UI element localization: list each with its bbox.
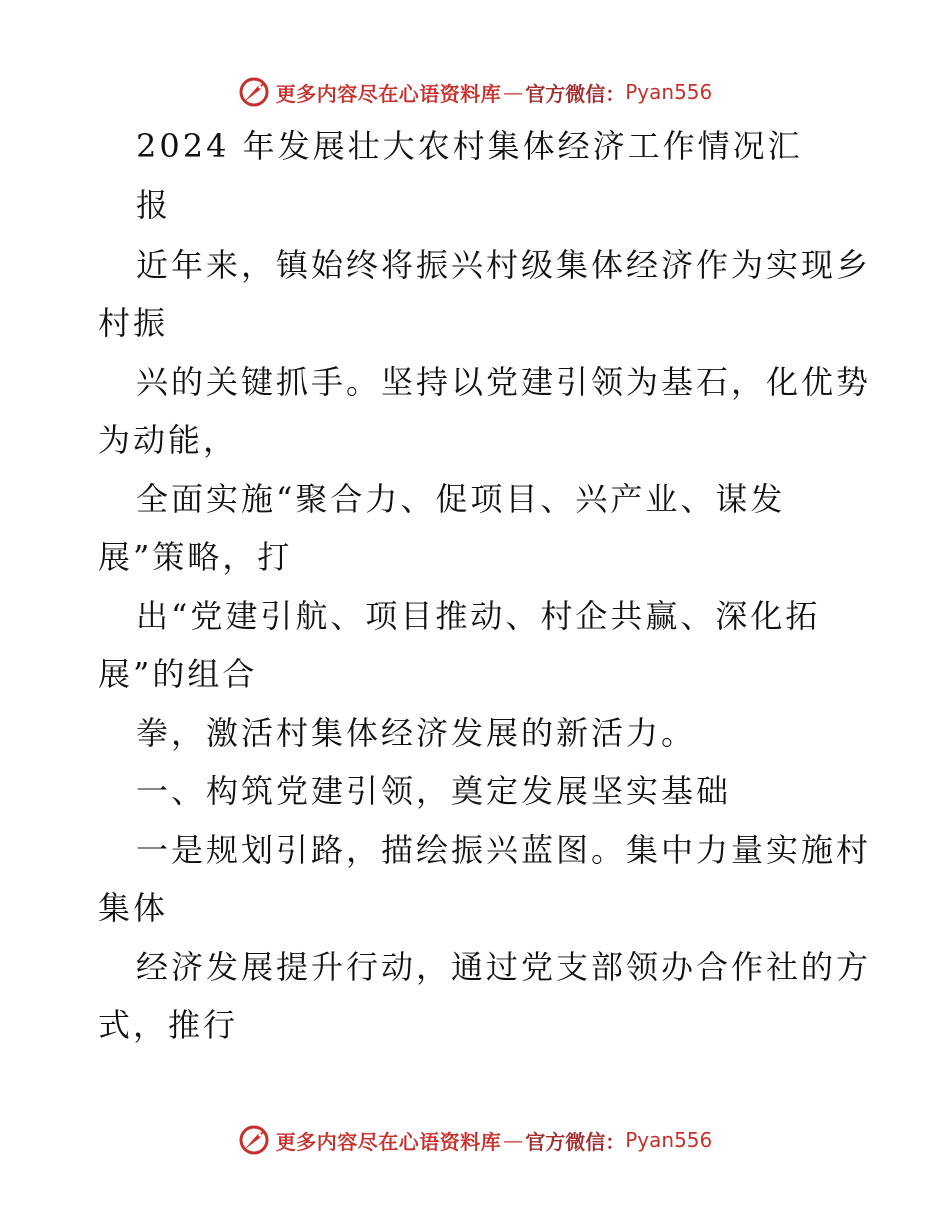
banner-wechat-id: Pyan556 — [625, 80, 713, 104]
paragraph-line: 出“党建引航、项目推动、村企共赢、深化拓 — [136, 597, 821, 635]
banner-slogan: 更多内容尽在心语资料库 — [275, 1129, 502, 1154]
paragraph-line: 为动能， — [98, 421, 239, 459]
paragraph-line: 式，推行 — [98, 1006, 239, 1044]
banner-slogan: 更多内容尽在心语资料库 — [275, 81, 502, 106]
doc-title-line: 报 — [136, 186, 172, 224]
footer-watermark-banner — [0, 1118, 950, 1162]
paragraph-line: 拳，激活村集体经济发展的新活力。 — [136, 714, 697, 752]
section-heading: 一、构筑党建引领，奠定发展坚实基础 — [136, 772, 732, 810]
paragraph-line: 一是规划引路，描绘振兴蓝图。集中力量实施村 — [136, 831, 872, 869]
banner-wechat-label: 官方微信： — [525, 1129, 626, 1154]
pen-nib-logo-icon — [238, 75, 272, 109]
paragraph-line: 经济发展提升行动，通过党支部领办合作社的方 — [136, 948, 872, 986]
pen-nib-logo-icon — [238, 1123, 272, 1157]
paragraph-line: 近年来，镇始终将振兴村级集体经济作为实现乡 — [136, 246, 872, 284]
banner-dash: — — [503, 1128, 524, 1152]
paragraph-line: 村振 — [98, 304, 169, 342]
banner-wechat-id: Pyan556 — [625, 1128, 713, 1152]
paragraph-line: 展”的组合 — [98, 655, 258, 693]
doc-title-line: 2024 年发展壮大农村集体经济工作情况汇 — [136, 127, 803, 165]
paragraph-line: 展”策略，打 — [98, 538, 293, 576]
paragraph-line: 全面实施“聚合力、促项目、兴产业、谋发 — [136, 480, 786, 518]
banner-wechat-label: 官方微信： — [525, 81, 626, 106]
header-watermark-banner — [0, 70, 950, 114]
banner-dash: — — [503, 80, 524, 104]
paragraph-line: 集体 — [98, 889, 169, 927]
paragraph-line: 兴的关键抓手。坚持以党建引领为基石，化优势 — [136, 363, 872, 401]
